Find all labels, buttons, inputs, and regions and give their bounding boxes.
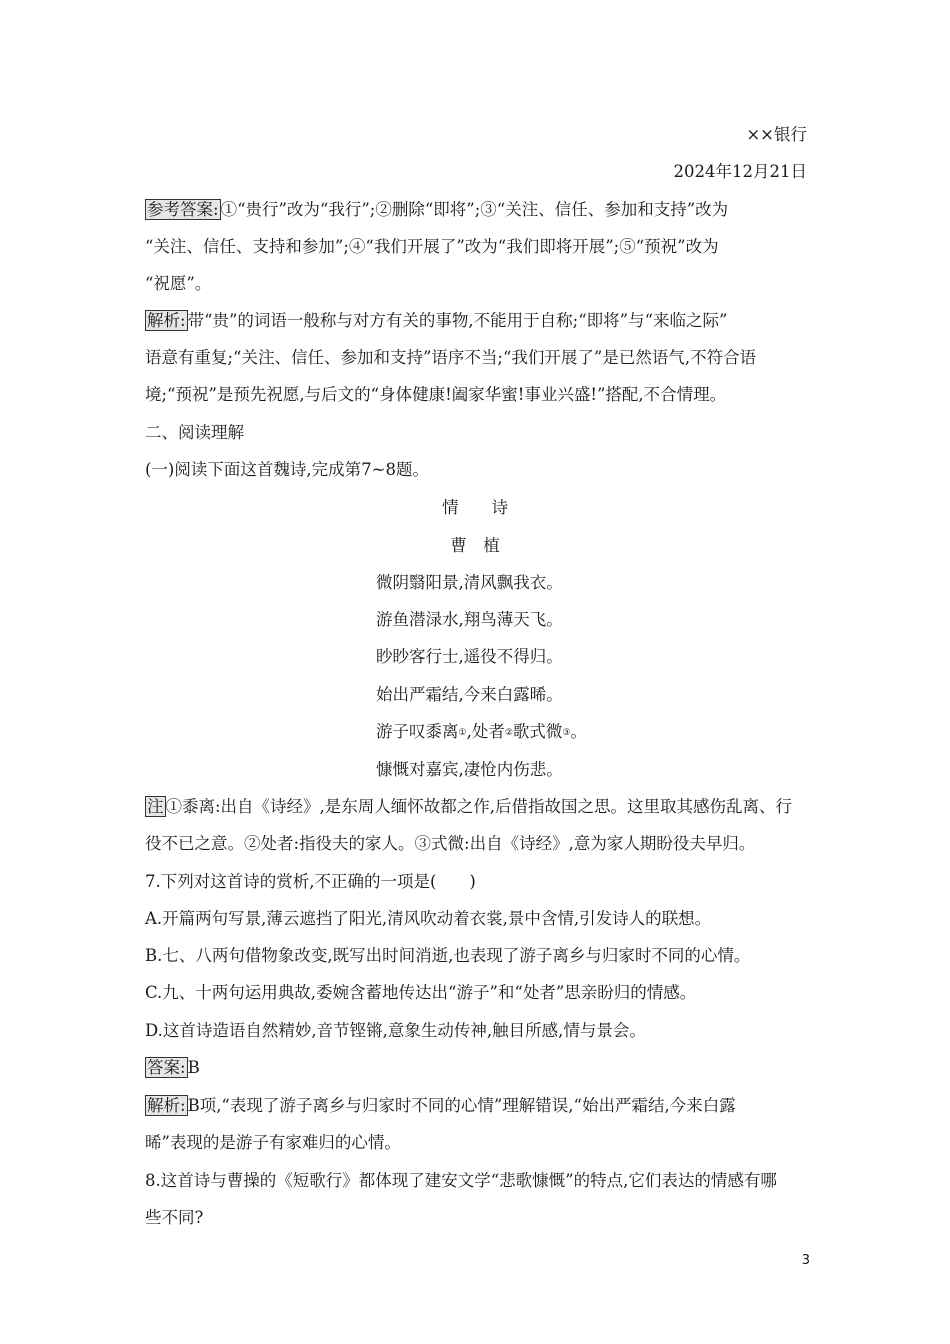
poem-line: 慷慨对嘉宾,凄怆内伤悲。 bbox=[376, 760, 563, 779]
poem-line: 微阴翳阳景,清风飘我衣。 bbox=[376, 573, 563, 592]
notes-tag: 注 bbox=[147, 797, 164, 816]
letter-date: 2024年12月21日 bbox=[673, 162, 807, 181]
analysis-tag: 解析: bbox=[147, 1096, 186, 1115]
notes-text: 役不已之意。②处者:指役夫的家人。③式微:出自《诗经》,意为家人期盼役夫早归。 bbox=[145, 834, 756, 853]
poem-title: 情 诗 bbox=[442, 498, 508, 517]
analysis-tag: 解析: bbox=[147, 311, 186, 330]
answer1-text: ①“贵行”改为“我行”;②删除“即将”;③“关注、信任、参加和支持”改为 bbox=[220, 200, 729, 219]
q7-option-b: B.七、八两句借物象改变,既写出时间消逝,也表现了游子离乡与归家时不同的心情。 bbox=[145, 946, 751, 965]
poem-text: 歌式微 bbox=[512, 722, 563, 741]
note-marker: ② bbox=[504, 728, 513, 738]
question-8-stem: 些不同? bbox=[145, 1208, 204, 1227]
poem-line: 游鱼潜渌水,翔鸟薄天飞。 bbox=[376, 610, 563, 629]
poem-line: 始出严霜结,今来白露晞。 bbox=[376, 685, 563, 704]
question-8-stem: 8.这首诗与曹操的《短歌行》都体现了建安文学“悲歌慷慨”的特点,它们表达的情感有哪 bbox=[145, 1171, 777, 1190]
poem-text: 。 bbox=[570, 722, 587, 741]
notes-line bbox=[145, 796, 810, 818]
q7-analysis-line bbox=[145, 1095, 810, 1117]
question-7-stem: 7.下列对这首诗的赏析,不正确的一项是( ) bbox=[145, 872, 476, 891]
page-number: 3 bbox=[801, 1253, 810, 1268]
section-heading: 二、阅读理解 bbox=[145, 423, 244, 442]
q7-analysis-text: 晞”表现的是游子有家难归的心情。 bbox=[145, 1133, 401, 1152]
poem-text: 游子叹黍离 bbox=[376, 722, 459, 741]
letter-signature: ××银行 bbox=[746, 125, 807, 144]
note-marker: ③ bbox=[562, 728, 571, 738]
q7-answer-line bbox=[145, 1057, 810, 1079]
q7-answer: B bbox=[187, 1058, 200, 1077]
q7-option-c: C.九、十两句运用典故,委婉含蓄地传达出“游子”和“处者”思亲盼归的情感。 bbox=[145, 983, 697, 1002]
analysis1-text: 境;“预祝”是预先祝愿,与后文的“身体健康!阖家华蜜!事业兴盛!”搭配,不合情理。 bbox=[145, 385, 727, 404]
q7-analysis-text: B项,“表现了游子离乡与归家时不同的心情”理解错误,“始出严霜结,今来白露 bbox=[187, 1096, 736, 1115]
answer1-text: “祝愿”。 bbox=[145, 274, 212, 293]
note-marker: ① bbox=[458, 728, 467, 738]
q7-option-d: D.这首诗造语自然精妙,音节铿锵,意象生动传神,触目所感,情与景会。 bbox=[145, 1021, 646, 1040]
answer-tag: 参考答案: bbox=[147, 200, 219, 219]
poem-line bbox=[376, 721, 796, 744]
answer1-text: “关注、信任、支持和参加”;④“我们开展了”改为“我们即将开展”;⑤“预祝”改为 bbox=[145, 237, 719, 256]
poem-text: ,处者 bbox=[466, 722, 505, 741]
analysis1-text: 语意有重复;“关注、信任、参加和支持”语序不当;“我们开展了”是已然语气,不符合语 bbox=[145, 348, 757, 367]
section-intro: (一)阅读下面这首魏诗,完成第7~8题。 bbox=[145, 460, 429, 479]
q7-option-a: A.开篇两句写景,薄云遮挡了阳光,清风吹动着衣裳,景中含情,引发诗人的联想。 bbox=[145, 909, 712, 928]
answer1-line bbox=[145, 199, 810, 221]
poem-author: 曹 植 bbox=[450, 536, 500, 555]
analysis1-text: 带“贵”的词语一般称与对方有关的事物,不能用于自称;“即将”与“来临之际” bbox=[187, 311, 728, 330]
poem-line: 眇眇客行士,遥役不得归。 bbox=[376, 647, 563, 666]
answer-tag: 答案: bbox=[147, 1058, 186, 1077]
analysis1-line bbox=[145, 310, 810, 332]
notes-text: ①黍离:出自《诗经》,是东周人缅怀故都之作,后借指故国之思。这里取其感伤乱离、行 bbox=[165, 797, 793, 816]
